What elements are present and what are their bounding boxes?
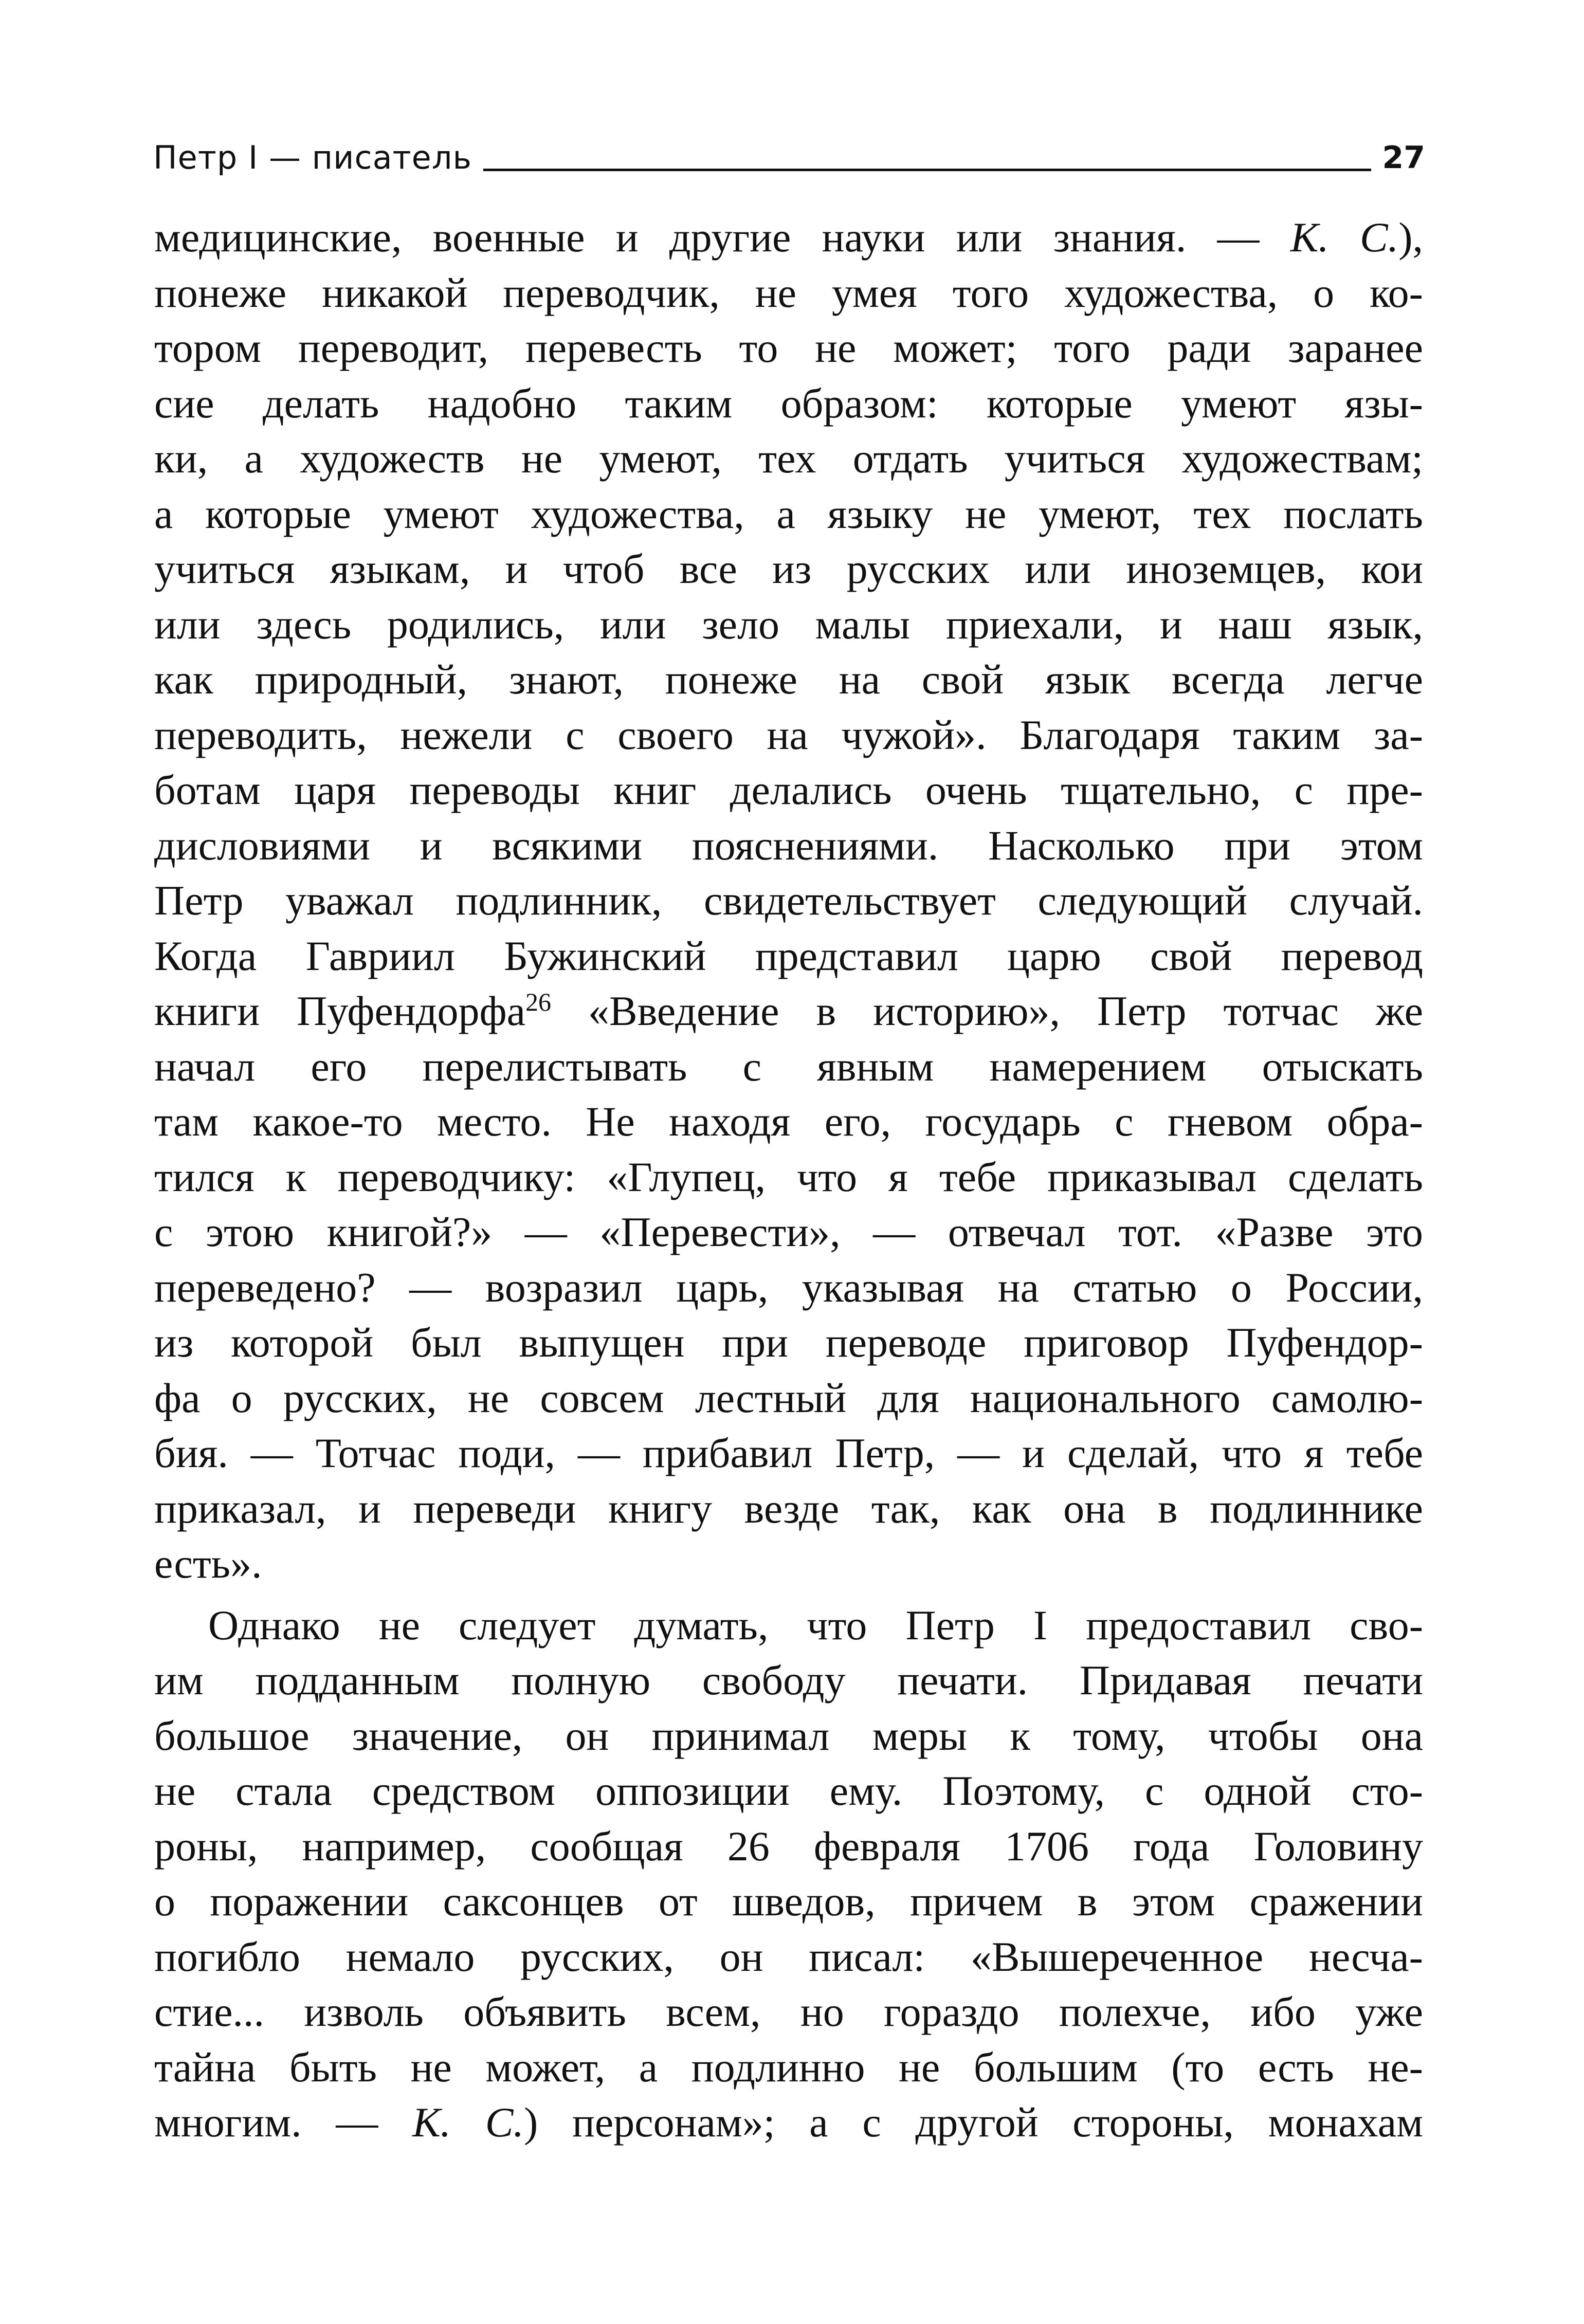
text-line: или здесь родились, или зело малы приехали, и наш язык, bbox=[154, 600, 1423, 648]
text-line: о поражении саксонцев от шведов, причем в этом сражении bbox=[154, 1878, 1423, 1925]
text-line: им подданным полную свободу печати. Придавая печати bbox=[154, 1657, 1423, 1704]
author-initials: К. С. bbox=[412, 2099, 524, 2146]
body-text bbox=[154, 210, 1423, 2150]
paragraph bbox=[154, 210, 1423, 1591]
text-line: большое значение, он принимал меры к тому, чтобы она bbox=[154, 1712, 1423, 1759]
text-line: учиться языкам, и чтоб все из русских или иноземцев, кои bbox=[154, 545, 1423, 592]
text-line: приказал, и переведи книгу везде так, как она в подлиннике bbox=[154, 1485, 1423, 1532]
text-line: с этою книгой?» — «Перевести», — отвечал тот. «Разве это bbox=[154, 1209, 1423, 1255]
text-line: дисловиями и всякими пояснениями. Насколько при этом bbox=[154, 821, 1423, 869]
text-line: Петр уважал подлинник, свидетельствует следующий случай. bbox=[154, 877, 1423, 924]
text-line: есть». bbox=[154, 1540, 262, 1587]
text-line: а которые умеют художества, а языку не умеют, тех послать bbox=[154, 490, 1423, 537]
text-line: ботам царя переводы книг делались очень тщательно, с пре- bbox=[154, 766, 1423, 813]
text-line: не стала средством оппозиции ему. Поэтому, с одной сто- bbox=[154, 1767, 1423, 1814]
text-line: многим. — К. С.) персонам»; а с другой стороны, монахам bbox=[154, 2099, 1423, 2146]
text-line: переведено? — возразил царь, указывая на статью о России, bbox=[154, 1264, 1423, 1311]
text-line: ки, а художеств не умеют, тех отдать учиться художествам; bbox=[154, 435, 1423, 482]
text-line: там какое-то место. Не находя его, государь с гневом обра- bbox=[154, 1098, 1423, 1145]
text-line: понеже никакой переводчик, не умея того художества, о ко- bbox=[154, 269, 1423, 316]
running-header bbox=[153, 135, 1425, 181]
text-line: бия. — Тотчас поди, — прибавил Петр, — и сделай, что я тебе bbox=[154, 1430, 1423, 1476]
text-line: начал его перелистывать с явным намерением отыскать bbox=[154, 1042, 1423, 1090]
text-line: тайна быть не может, а подлинно не большим (то есть не- bbox=[154, 2043, 1423, 2091]
text-line: книги Пуфендорфа$^{26}$ «Введение в историю», Петр тотчас же bbox=[154, 987, 1423, 1034]
paragraph bbox=[154, 1598, 1423, 2150]
text-line: из которой был выпущен при переводе приговор Пуфендор- bbox=[154, 1319, 1423, 1366]
text-line: сие делать надобно таким образом: которые умеют язы- bbox=[154, 379, 1423, 427]
text-line: Однако не следует думать, что Петр I предоставил сво- bbox=[208, 1601, 1423, 1649]
text-line: стие... изволь объявить всем, но гораздо полехче, ибо уже bbox=[154, 1988, 1423, 2035]
text-line: тором переводит, перевесть то не может; того ради заранее bbox=[154, 324, 1423, 371]
text-line: как природный, знают, понеже на свой язык всегда легче bbox=[154, 656, 1423, 703]
text-line: фа о русских, не совсем лестный для национального самолю- bbox=[154, 1374, 1423, 1421]
author-initials: К. С. bbox=[1290, 214, 1399, 261]
running-title: Петр I — писатель bbox=[153, 135, 483, 181]
page-number: 27 bbox=[1371, 135, 1426, 181]
text-line: медицинские, военные и другие науки или знания. — К. С.), bbox=[154, 214, 1423, 261]
text-line: тился к переводчику: «Глупец, что я тебе приказывал сделать bbox=[154, 1153, 1423, 1200]
text-line: погибло немало русских, он писал: «Вышереченное несча- bbox=[154, 1933, 1423, 1980]
text-line: роны, например, сообщая 26 февраля 1706 года Головину bbox=[154, 1822, 1423, 1870]
text-line: переводить, нежели с своего на чужой». Благодаря таким за- bbox=[154, 711, 1423, 758]
footnote-ref: 26 bbox=[525, 987, 551, 1016]
text-line: Когда Гавриил Бужинский представил царю свой перевод bbox=[154, 932, 1423, 979]
